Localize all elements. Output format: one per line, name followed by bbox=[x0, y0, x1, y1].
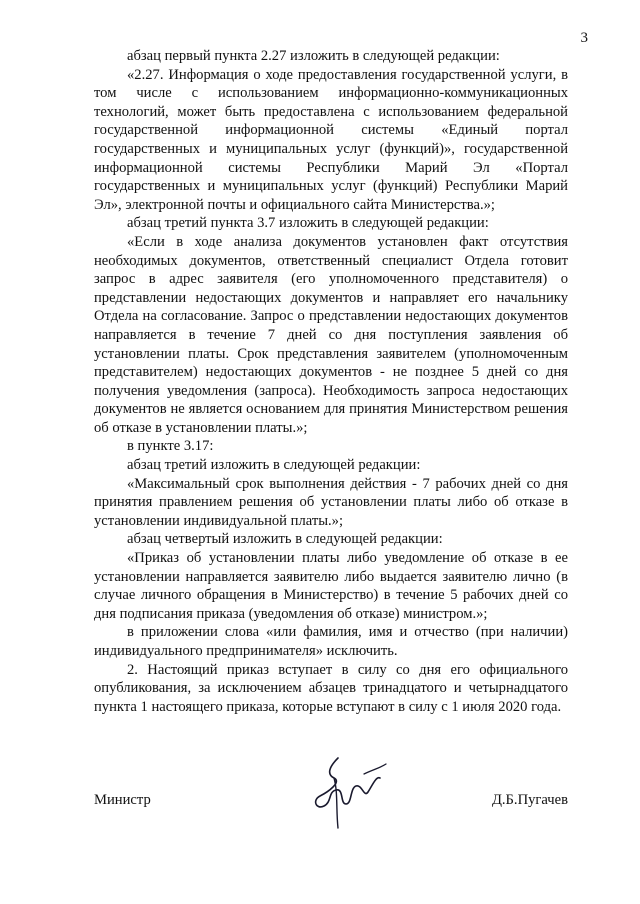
paragraph-3-17-third-text: «Максимальный срок выполнения действия - 7 рабочих дней со дня принятия правлением решения об установлении платы либо об отказе в установлении индивидуальной платы.»; bbox=[94, 475, 568, 529]
paragraph-3-7-intro: абзац третий пункта 3.7 изложить в следующей редакции: bbox=[127, 215, 489, 232]
signatory-title: Министр bbox=[94, 792, 151, 808]
paragraph-3-7-text: «Если в ходе анализа документов установлен факт отсутствия необходимых документов, ответственный специалист Отдела готовит запрос в адрес заявителя (его уполномоченного представителя) о представлении недостающих документов и направляет его начальнику Отдела на согласование. Запрос о представлении недостающих документов направляется в течение 7 дней со дня поступления заявления об установлении платы. Срок представления заявителем (уполномоченным представителем) недостающих документов - не позднее 5 дней со дня получения уведомления (запроса). Необходимость запроса недостающих документов не является основанием для принятия Министерством решения об отказе в установлении платы.»; bbox=[94, 233, 568, 436]
paragraph-3-17-third-intro: абзац третий изложить в следующей редакции: bbox=[127, 457, 421, 474]
paragraph-appendix-change: в приложении слова «или фамилия, имя и отчество (при наличии) индивидуального предпринимателя» исключить. bbox=[94, 624, 568, 659]
signatory-name: Д.Б.Пугачев bbox=[491, 792, 568, 808]
paragraph-2-27-intro: абзац первый пункта 2.27 изложить в следующей редакции: bbox=[127, 48, 500, 64]
paragraph-effective-date: 2. Настоящий приказ вступает в силу со дня его официального опубликования, за исключением абзацев тринадцатого и четырнадцатого пункта 1 настоящего приказа, которые вступают в силу с 1 июля 2020 года. bbox=[94, 661, 568, 715]
signature-block bbox=[94, 792, 568, 816]
paragraph-3-17-fourth-intro: абзац четвертый изложить в следующей редакции: bbox=[127, 531, 443, 548]
paragraph-2-27-text: «2.27. Информация о ходе предоставления государственной услуги, в том числе с использованием информационно-коммуникационных технологий, может быть предоставлена с использованием федеральной государственной информационной системы «Единый портал государственных и муниципальных услуг (функций)», государственной информационной системы Республики Марий Эл «Портал государственных и муниципальных услуг (функций) Республики Марий Эл», электронной почты и официального сайта Министерства.»; bbox=[94, 66, 568, 213]
document-body bbox=[94, 47, 568, 716]
page-number: 3 bbox=[580, 30, 588, 46]
paragraph-3-17-fourth-text: «Приказ об установлении платы либо уведомление об отказе в ее установлении направляется заявителю либо выдается заявителю лично (в случае личного обращения в Министерство) в течение 5 рабочих дней со дня подписания приказа (уведомления об отказе) министром.»; bbox=[94, 550, 568, 622]
paragraph-3-17-intro: в пункте 3.17: bbox=[127, 438, 214, 455]
